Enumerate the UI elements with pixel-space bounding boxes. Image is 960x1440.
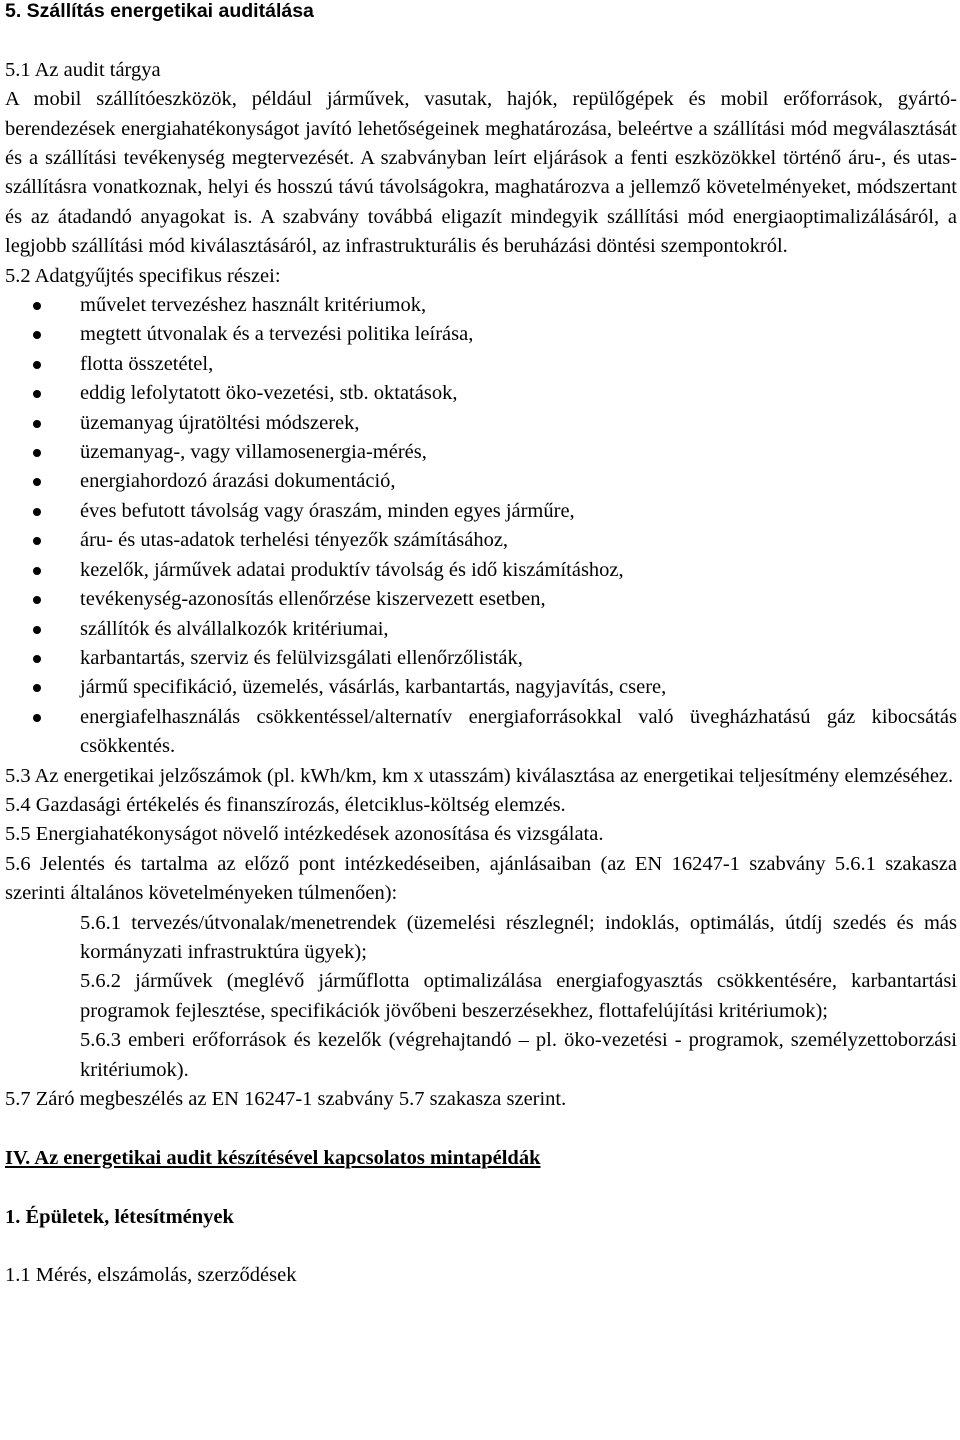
bullet-icon bbox=[33, 390, 41, 398]
s52-heading: 5.2 Adatgyűjtés specifikus részei: bbox=[5, 264, 281, 287]
s52-list bbox=[5, 291, 957, 762]
s561-paragraph: 5.6.1 tervezés/útvonalak/menetrendek (üzemelési részlegnél; indoklás, optimálás, útdíj szedés és más kormányzati infrastruktúra ügyek); bbox=[80, 911, 957, 963]
section-title: 5. Szállítás energetikai auditálása bbox=[5, 0, 314, 22]
bullet-icon bbox=[33, 684, 41, 692]
s56-paragraph: 5.6 Jelentés és tartalma az előző pont intézkedéseiben, ajánlásaiban (az EN 16247-1 szabvány 5.6.1 szakasza szerinti általános követelményeken túlmenően): bbox=[5, 852, 957, 905]
spacer bbox=[5, 1173, 957, 1202]
list-item: karbantartás, szerviz és felülvizsgálati ellenőrzőlisták, bbox=[5, 644, 957, 673]
list-item: áru- és utas-adatok terhelési tényezők számításához, bbox=[5, 526, 957, 555]
list-item: kezelők, járművek adatai produktív távolság és idő kiszámításhoz, bbox=[5, 556, 957, 585]
spacer bbox=[5, 1232, 957, 1261]
s53-paragraph: 5.3 Az energetikai jelzőszámok (pl. kWh/km, km x utasszám) kiválasztása az energetikai teljesítmény elemzéséhez. bbox=[5, 764, 954, 787]
spacer bbox=[5, 1114, 957, 1143]
bullet-icon bbox=[33, 302, 41, 310]
bullet-icon bbox=[33, 596, 41, 604]
s51-heading: 5.1 Az audit tárgya bbox=[5, 58, 161, 81]
chapter-heading: IV. Az energetikai audit készítésével kapcsolatos mintapéldák bbox=[5, 1146, 541, 1169]
bullet-icon bbox=[33, 626, 41, 634]
list-item: eddig lefolytatott öko-vezetési, stb. oktatások, bbox=[5, 379, 957, 408]
spacer bbox=[5, 26, 957, 55]
subsection-heading: 1. Épületek, létesítmények bbox=[5, 1205, 234, 1228]
document-page bbox=[5, 0, 957, 1291]
bullet-icon bbox=[33, 714, 41, 722]
list-item: éves befutott távolság vagy óraszám, minden egyes járműre, bbox=[5, 497, 957, 526]
list-item: megtett útvonalak és a tervezési politika leírása, bbox=[5, 320, 957, 349]
bullet-icon bbox=[33, 508, 41, 516]
bullet-icon bbox=[33, 478, 41, 486]
subsubsection-heading: 1.1 Mérés, elszámolás, szerződések bbox=[5, 1264, 297, 1287]
bullet-icon bbox=[33, 567, 41, 575]
bullet-icon bbox=[33, 361, 41, 369]
list-item: energiahordozó árazási dokumentáció, bbox=[5, 467, 957, 496]
s55-paragraph: 5.5 Energiahatékonyságot növelő intézkedések azonosítása és vizsgálata. bbox=[5, 823, 604, 846]
list-item: üzemanyag újratöltési módszerek, bbox=[5, 409, 957, 438]
bullet-icon bbox=[33, 449, 41, 457]
list-item: tevékenység-azonosítás ellenőrzése kiszervezett esetben, bbox=[5, 585, 957, 614]
s54-paragraph: 5.4 Gazdasági értékelés és finanszírozás, életciklus-költség elemzés. bbox=[5, 793, 566, 816]
bullet-icon bbox=[33, 537, 41, 545]
list-item: üzemanyag-, vagy villamosenergia-mérés, bbox=[5, 438, 957, 467]
s563-paragraph: 5.6.3 emberi erőforrások és kezelők (végrehajtandó – pl. öko-vezetési - programok, személyzettoborzási kritériumok). bbox=[80, 1029, 957, 1081]
bullet-icon bbox=[33, 655, 41, 663]
list-item: flotta összetétel, bbox=[5, 350, 957, 379]
s562-paragraph: 5.6.2 járművek (meglévő járműflotta optimalizálása energiafogyasztás csökkentésére, karbantartási programok fejlesztése, specifikációk jövőbeni beszerzésekhez, flottafelújítási kritériumok); bbox=[80, 970, 957, 1022]
list-item: szállítók és alvállalkozók kritériumai, bbox=[5, 615, 957, 644]
list-item: jármű specifikáció, üzemelés, vásárlás, karbantartás, nagyjavítás, csere, bbox=[5, 673, 957, 702]
s57-paragraph: 5.7 Záró megbeszélés az EN 16247-1 szabvány 5.7 szakasza szerint. bbox=[5, 1088, 567, 1111]
s51-body: A mobil szállítóeszközök, például járművek, vasutak, hajók, repülőgépek és mobil erőforrások, gyártó-berendezések energiahatékonyságot javító lehetőségeinek meghatározása, beleértve a szállítási mód megválasztását és a szállítási tevékenység megtervezését. A szabványban leírt eljárások a fenti eszközökkel történő áru-, és utas-szállításra vonatkoznak, helyi és hosszú távú távolságokra, maghatározva a jellemző követelményeket, módszertant és az átadandó anyagokat is. A szabvány továbbá eligazít mindegyik szállítási mód energiaoptimalizálásáról, a legjobb szállítási mód kiválasztásáról, az infrastrukturális és beruházási döntési szempontokról. bbox=[5, 88, 957, 258]
list-item: művelet tervezéshez használt kritériumok, bbox=[5, 291, 957, 320]
bullet-icon bbox=[33, 331, 41, 339]
list-item: energiafelhasználás csökkentéssel/alternatív energiaforrásokkal való üvegházhatású gáz kibocsátás csökkentés. bbox=[5, 703, 957, 762]
bullet-icon bbox=[33, 420, 41, 428]
